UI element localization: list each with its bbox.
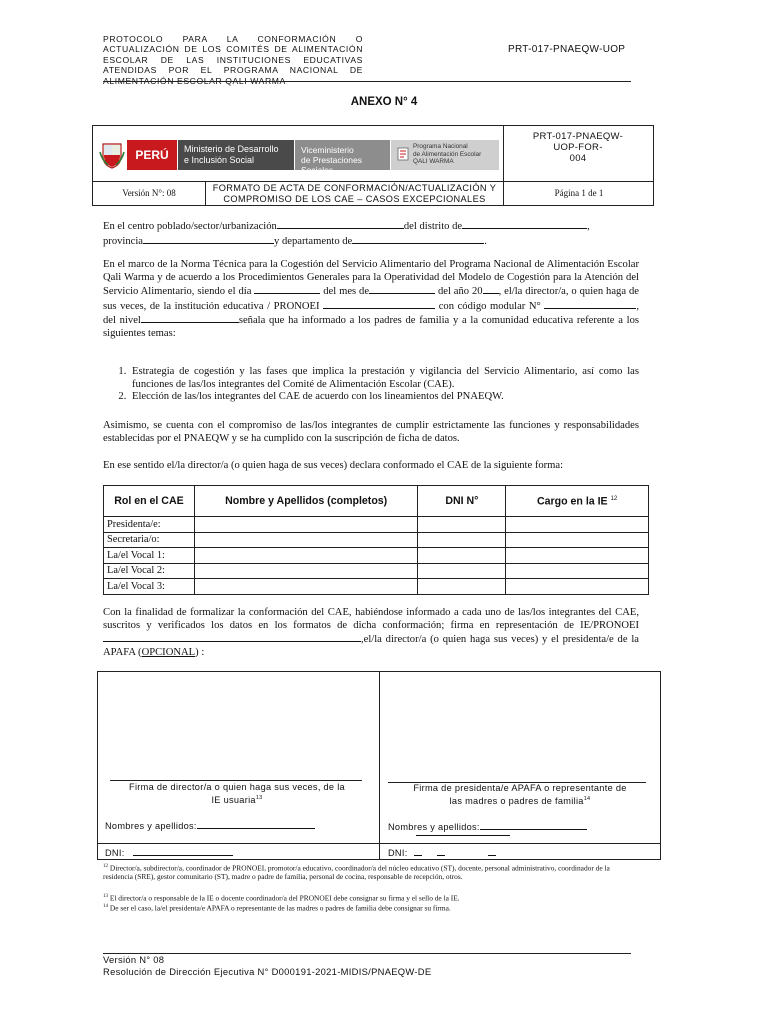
comma: ,: [587, 221, 590, 232]
cae-table: [103, 485, 649, 595]
level-label: , del nivel: [103, 300, 639, 327]
apafa-names-blank[interactable]: [480, 820, 587, 830]
day-blank[interactable]: [254, 284, 320, 294]
position-cell[interactable]: [506, 563, 649, 579]
protocol-title: PROTOCOLO PARA LA CONFORMACIÓN O ACTUALIZACIÓN DE LOS COMITÉS DE ALIMENTACIÓN ESCOLAR DE LAS INSTITUCIONES EDUCATIVAS ATENDIDAS POR EL PROGRAMA NACIONAL DE ALIMENTACIÓN ESCOLAR QALI WARMA: [103, 34, 363, 86]
program-line-2: de Alimentación Escolar: [413, 150, 482, 158]
form-code-line-3: 004: [569, 153, 587, 164]
vice-line-1: Viceministerio: [301, 145, 354, 155]
dni-cell[interactable]: [418, 563, 506, 579]
director-names-blank[interactable]: [197, 819, 315, 829]
director-text: , el/la director/a, o quien haga de sus veces, de: [103, 286, 639, 312]
province-blank[interactable]: [143, 234, 274, 244]
document-code: PRT-017-PNAEQW-UOP: [508, 44, 626, 55]
location-line-2: [103, 234, 639, 249]
modular-code-blank[interactable]: [544, 299, 636, 309]
footnote-12: [103, 863, 639, 882]
vice-line-2: de Prestaciones Sociales: [301, 155, 362, 175]
footnote-14-num: 14: [103, 904, 108, 909]
role-cell: Secretaria/o:: [104, 532, 195, 548]
annex-title: ANEXO N° 4: [350, 96, 418, 108]
position-cell[interactable]: [506, 548, 649, 564]
institution-label: la institución educativa / PRONOEI: [163, 300, 320, 312]
footnote-ref-14: 14: [583, 795, 591, 802]
table-row: [104, 532, 649, 548]
director-names-field: [105, 819, 315, 831]
location-line-1: [103, 219, 639, 234]
apafa-names-label: Nombres y apellidos:: [388, 822, 480, 832]
location-paragraph: [103, 219, 639, 248]
table-row: [104, 563, 649, 579]
form-code: [504, 126, 652, 181]
apafa-dni-label: DNI:: [388, 848, 408, 858]
director-names-label: Nombres y apellidos:: [105, 821, 197, 831]
cae-header-row: [104, 486, 649, 517]
name-cell[interactable]: [194, 517, 418, 533]
viceministry-logo: [295, 140, 390, 175]
footer: [103, 954, 431, 977]
department-blank[interactable]: [352, 234, 484, 244]
header-divider: [103, 81, 631, 82]
apafa-caption-line-2: [384, 794, 656, 807]
dni-cell[interactable]: [418, 548, 506, 564]
dni-row: [98, 843, 660, 844]
list-item: 2. Elección de las/los integrantes del CAE de acuerdo con los lineamientos del PNAEQW.: [129, 391, 639, 404]
version-cell: Versión N°: 08: [93, 182, 206, 205]
header-nombre: Nombre y Apellidos (completos): [194, 486, 418, 517]
declaration-paragraph: En ese sentido el/la director/a (o quien haga de sus veces) declara conformado el CAE de la siguiente forma:: [103, 460, 564, 471]
province-label: provincia: [103, 235, 144, 247]
director-caption-line-1: Firma de director/a o quien haga sus veces, de la: [129, 782, 345, 792]
header-cargo-label: Cargo en la IE: [536, 495, 608, 508]
name-cell[interactable]: [194, 579, 418, 595]
framework-text: En el marco de la Norma Técnica para la Cogestión del Servicio Alimentario del Programa Nacional de Alimentación Escolar Qali Warma y de acuerdo a los Procedimientos Generales para la Operatividad del Modelo de Cogestión para la Atención del Servicio Alimentario, siendo el día: [103, 259, 639, 298]
program-logo: [391, 140, 499, 170]
ie-blank[interactable]: [103, 632, 361, 642]
footnote-13-text: El director/a o responsable de la IE o docente coordinador/a del PRONOEI debe consignar su firma y el sello de la IE.: [109, 893, 460, 903]
program-line-3: QALI WARMA: [413, 158, 454, 166]
month-label: del mes de: [323, 286, 370, 298]
header-cargo: [506, 486, 649, 517]
director-signature-caption: [102, 782, 372, 805]
header-dni: DNI N°: [418, 486, 506, 517]
apafa-caption-line-1: Firma de presidenta/e APAFA o representante de: [413, 783, 627, 793]
table-row: [104, 579, 649, 595]
director-caption-text: IE usuaria: [211, 794, 256, 805]
level-blank[interactable]: [141, 313, 239, 323]
apafa-signature-caption: [384, 783, 656, 806]
location-label: En el centro poblado/sector/urbanización: [103, 221, 277, 232]
apafa-dni-blank-2[interactable]: [437, 846, 445, 856]
footnote-13-num: 13: [103, 894, 108, 899]
format-line-1: FORMATO DE ACTA DE CONFORMACIÓN/ACTUALIZACIÓN Y: [212, 183, 497, 193]
program-mark-icon: [397, 147, 409, 161]
framework-paragraph: [103, 259, 639, 341]
topics-list-block: [103, 366, 639, 404]
director-signature-line[interactable]: [110, 780, 362, 781]
year-label: del año 20: [437, 286, 483, 298]
peru-logo: PERÚ: [127, 140, 177, 170]
director-caption-line-2: [102, 793, 372, 806]
form-code-line-1: PRT-017-PNAEQW-: [532, 131, 624, 142]
footnote-12-num: 12: [103, 864, 108, 869]
position-cell[interactable]: [506, 517, 649, 533]
header-rol: Rol en el CAE: [104, 486, 195, 517]
district-blank[interactable]: [462, 219, 587, 229]
period: .: [484, 235, 487, 247]
formalization-paragraph: [103, 607, 639, 659]
position-cell[interactable]: [506, 532, 649, 548]
title-table-row-2: [93, 181, 653, 205]
program-line-1: Programa Nacional: [413, 143, 468, 150]
footnote-14-text: De ser el caso, la/el presidenta/e APAFA o representante de las madres o padres de familia debe consignar su firma.: [109, 903, 451, 913]
ministry-line-2: e Inclusión Social: [184, 154, 255, 165]
ministry-line-1: Ministerio de Desarrollo: [184, 144, 279, 154]
year-blank[interactable]: [483, 284, 499, 294]
dni-cell[interactable]: [418, 532, 506, 548]
topics-list: [103, 366, 639, 404]
format-line-2: COMPROMISO DE LOS CAE – CASOS EXCEPCIONALES: [223, 193, 486, 204]
name-cell[interactable]: [194, 532, 418, 548]
format-title: [206, 182, 504, 205]
modular-code-label: con código modular N°: [438, 300, 541, 312]
page-cell: Página 1 de 1: [554, 188, 604, 198]
footnote-13: [103, 893, 639, 903]
apafa-names-field: [388, 820, 587, 832]
dni-cell[interactable]: [418, 517, 506, 533]
name-cell[interactable]: [194, 548, 418, 564]
institution-blank[interactable]: [323, 299, 435, 309]
footnote-ref-13: 13: [255, 794, 263, 801]
table-row: [104, 548, 649, 564]
form-code-line-2: UOP-FOR-: [553, 142, 603, 153]
apafa-dni-blank-3[interactable]: [488, 846, 496, 856]
position-cell[interactable]: [506, 579, 649, 595]
director-dni-field: [105, 846, 233, 858]
apafa-caption-text: las madres o padres de familia: [449, 795, 584, 806]
ministry-logo: [178, 140, 294, 170]
district-label: del distrito de: [403, 221, 463, 232]
month-blank[interactable]: [369, 284, 435, 294]
footer-resolution: Resolución de Dirección Ejecutiva N° D000191-2021-MIDIS/PNAEQW-DE: [103, 965, 432, 977]
formalization-end: ) :: [195, 646, 205, 658]
apafa-dni-blank-1[interactable]: [414, 846, 422, 856]
table-row: [104, 517, 649, 533]
footnote-ref-12: 12: [610, 496, 618, 503]
title-table: [92, 125, 654, 206]
apafa-names-blank-2[interactable]: [416, 835, 510, 836]
peru-shield-icon: [99, 140, 125, 170]
signature-box: [97, 671, 661, 860]
department-label: y departamento de: [274, 235, 353, 247]
role-cell: La/el Vocal 3:: [104, 579, 195, 595]
director-dni-blank[interactable]: [133, 846, 233, 856]
footer-version: Versión N° 08: [103, 954, 165, 965]
logo-strip: [93, 126, 504, 181]
dni-cell[interactable]: [418, 579, 506, 595]
location-blank[interactable]: [277, 219, 404, 229]
role-cell: Presidenta/e:: [104, 517, 195, 533]
name-cell[interactable]: [194, 563, 418, 579]
role-cell: La/el Vocal 2:: [104, 563, 195, 579]
list-item: 1. Estrategia de cogestión y las fases que implica la prestación y vigilancia del Servicio Alimentario, así como las funciones de las/los integrantes del Comité de Alimentación Escolar (CAE).: [129, 366, 639, 391]
apafa-dni-field: [388, 846, 496, 858]
signature-divider: [379, 672, 380, 859]
optional-label: OPCIONAL: [141, 646, 196, 658]
formalization-text: Con la finalidad de formalizar la conformación del CAE, habiéndose informado a cada uno de las/los integrantes del CAE, suscritos y verificados los datos en los formatos de dicha conformación; firma en representación de IE/PRONOEI: [103, 607, 639, 631]
role-cell: La/el Vocal 1:: [104, 548, 195, 564]
informed-text: señala que ha informado a los padres de familia y a la comunidad educativa referente a los siguientes temas:: [103, 315, 639, 339]
footnote-14: [103, 903, 639, 913]
commitment-paragraph: Asimismo, se cuenta con el compromiso de las/los integrantes de cumplir estrictamente las funciones y responsabilidades establecidas por el PNAEQW y se ha cumplido con la suscripción de ficha de datos.: [103, 420, 639, 444]
footnote-12-text: Director/a, subdirector/a, coordinador de PRONOEI, promotor/a educativo, coordinador/a del núcleo educativo (ST), docente, personal administrativo, coordinador de la residencia (SRE), gestor comunitario (ST), madre o padre de familia, personal de cocina, responsable de recepción, otros.: [103, 863, 610, 882]
director-dni-label: DNI:: [105, 848, 125, 858]
formalization-text-2: ,el/la director/a (o quien haga sus veces) y el presidenta/e de la APAFA (: [103, 634, 639, 658]
